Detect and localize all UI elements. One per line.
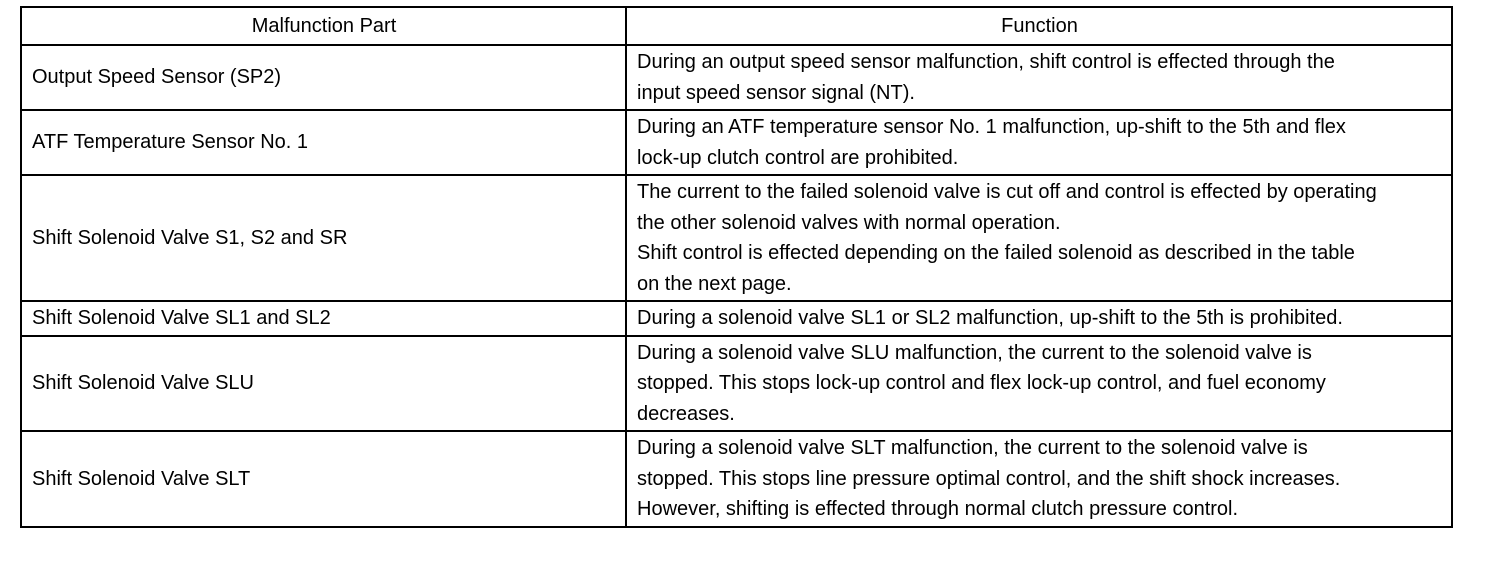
function-cell: During a solenoid valve SL1 or SL2 malfunction, up-shift to the 5th is prohibited. <box>626 301 1452 336</box>
table-row <box>21 45 1452 110</box>
table-row <box>21 110 1452 175</box>
table-row <box>21 175 1452 301</box>
function-cell: During an output speed sensor malfunction, shift control is effected through the input speed sensor signal (NT). <box>626 45 1452 110</box>
malfunction-part-cell: Shift Solenoid Valve S1, S2 and SR <box>21 175 626 301</box>
function-cell: During a solenoid valve SLT malfunction, the current to the solenoid valve is stopped. This stops line pressure optimal control, and the shift shock increases. However, shifting is effected through normal clutch pressure control. <box>626 431 1452 527</box>
malfunction-part-cell: Output Speed Sensor (SP2) <box>21 45 626 110</box>
header-function: Function <box>626 7 1452 45</box>
function-cell: During an ATF temperature sensor No. 1 malfunction, up-shift to the 5th and flex lock-up clutch control are prohibited. <box>626 110 1452 175</box>
table-header-row <box>21 7 1452 45</box>
malfunction-part-cell: Shift Solenoid Valve SLU <box>21 336 626 432</box>
malfunction-part-cell: Shift Solenoid Valve SLT <box>21 431 626 527</box>
table-row <box>21 301 1452 336</box>
function-cell: During a solenoid valve SLU malfunction, the current to the solenoid valve is stopped. This stops lock-up control and flex lock-up control, and fuel economy decreases. <box>626 336 1452 432</box>
malfunction-part-cell: Shift Solenoid Valve SL1 and SL2 <box>21 301 626 336</box>
malfunction-function-table <box>20 6 1453 528</box>
function-cell: The current to the failed solenoid valve is cut off and control is effected by operating the other solenoid valves with normal operation. Shift control is effected depending on the failed solenoid as described in the table on the next page. <box>626 175 1452 301</box>
table-row <box>21 431 1452 527</box>
table-row <box>21 336 1452 432</box>
malfunction-part-cell: ATF Temperature Sensor No. 1 <box>21 110 626 175</box>
header-malfunction-part: Malfunction Part <box>21 7 626 45</box>
